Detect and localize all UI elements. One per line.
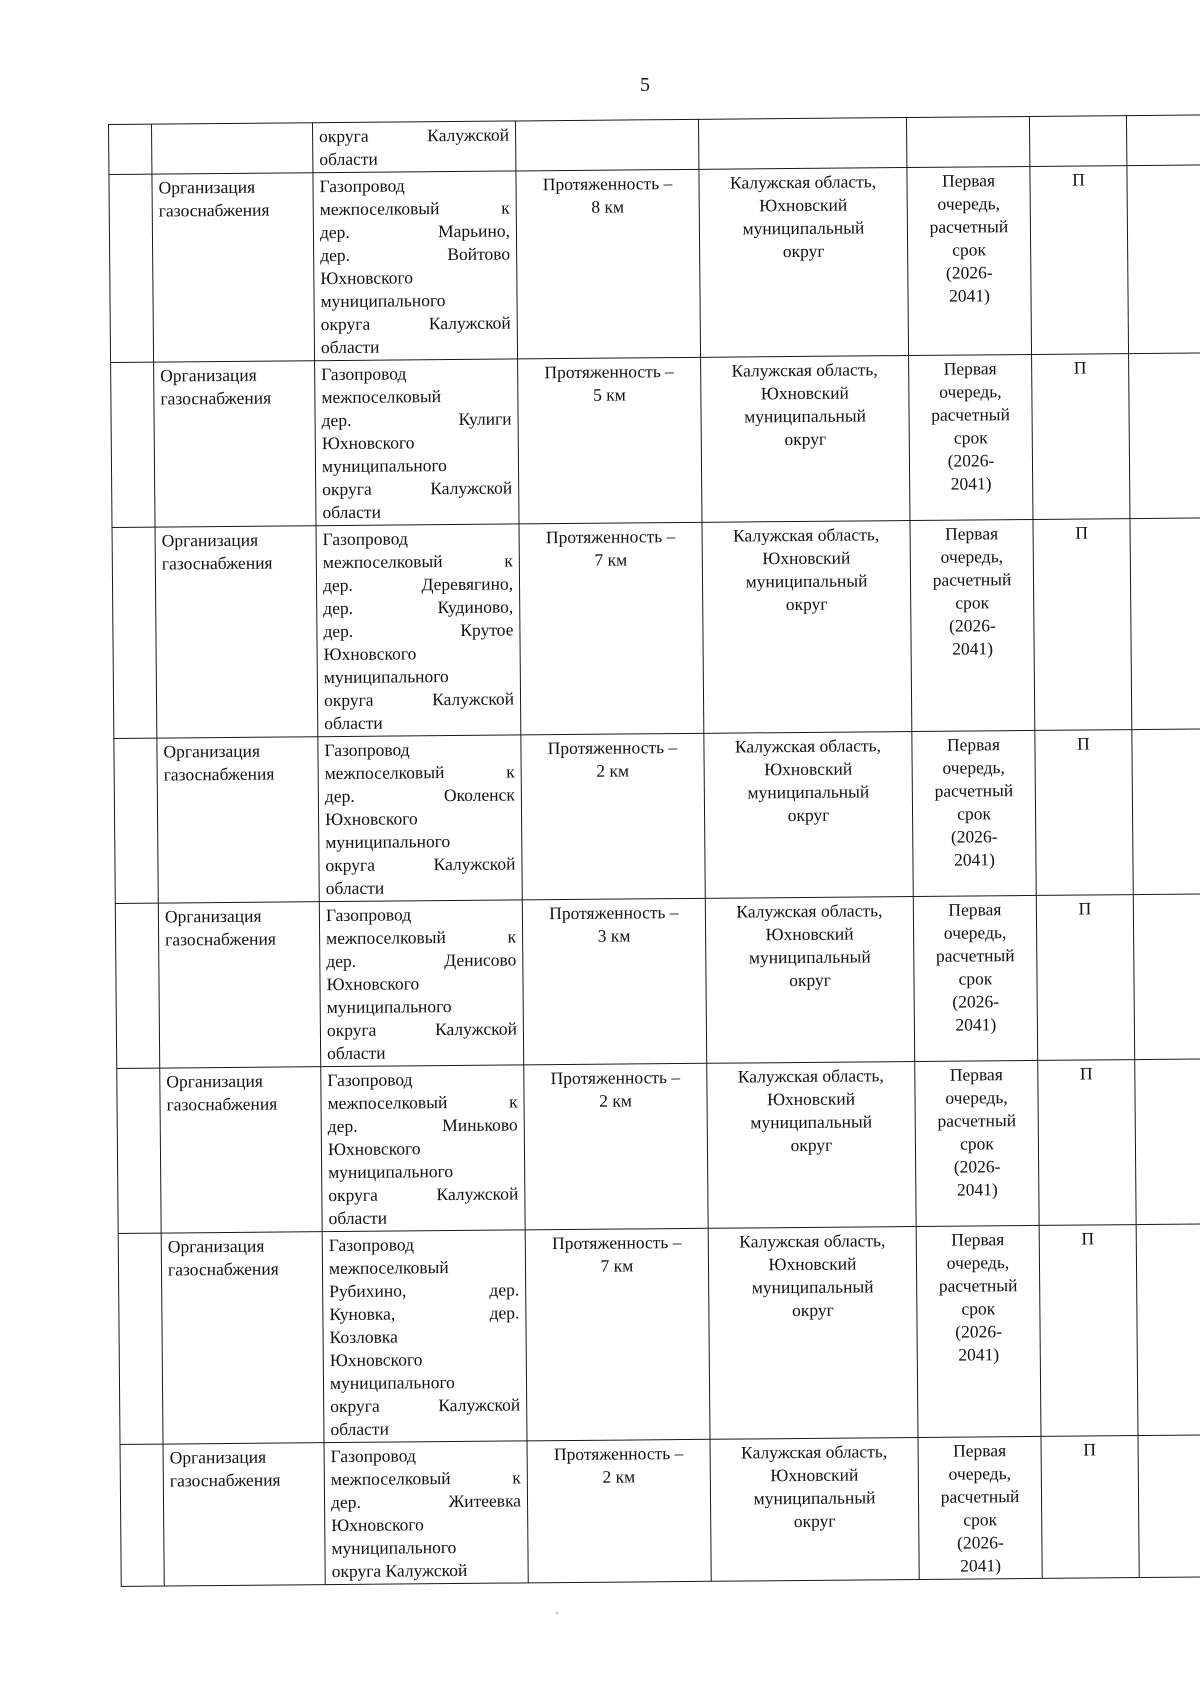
name-line: дер. Крутое (323, 619, 514, 642)
term-line: очередь, (948, 1463, 1012, 1484)
type-cell (157, 737, 319, 903)
length-line: 2 км (599, 1090, 632, 1111)
row-number-cell (111, 362, 155, 527)
name-line: округа Калужской (331, 1559, 468, 1582)
location-line: Калужская область, (734, 735, 882, 757)
location-line: Юхновский (764, 758, 853, 780)
page-number: 5 (640, 74, 650, 96)
type-line: газоснабжения (165, 928, 276, 950)
name-line: Юхновского (323, 643, 417, 665)
location-cell (708, 1226, 918, 1439)
length-cell (515, 119, 698, 171)
name-line: Газопровод (321, 363, 407, 385)
location-line: Юхновский (760, 382, 849, 404)
name-cell (318, 735, 522, 902)
location-line: Калужская область, (739, 1230, 886, 1252)
zone-cell (1033, 519, 1132, 731)
length-line: Протяженность – (549, 902, 679, 924)
table-body (109, 115, 1200, 1587)
name-line: межпоселковый (328, 1257, 449, 1279)
term-line: расчетный (935, 945, 1015, 966)
term-line: 2041) (956, 1179, 998, 1200)
term-line: очередь, (946, 1252, 1010, 1273)
name-line: дер. Денисово (326, 949, 517, 972)
length-line: 7 км (600, 1255, 634, 1276)
term-line: очередь, (945, 1087, 1008, 1108)
name-line: муниципального (323, 666, 449, 688)
length-cell (518, 357, 702, 524)
name-cell (313, 171, 518, 361)
name-line: межпоселковый к (322, 550, 513, 573)
term-line: очередь, (942, 757, 1005, 778)
term-line: (2026- (955, 1321, 1002, 1342)
name-line: округа Калужской (322, 477, 513, 500)
type-cell (161, 1232, 324, 1444)
location-line: Юхновский (770, 1464, 859, 1486)
location-line: муниципальный (747, 781, 870, 803)
name-line: Юхновского (321, 432, 415, 454)
row-number-cell (118, 1233, 163, 1444)
location-line: муниципальный (745, 570, 868, 592)
name-line: муниципального (328, 1161, 454, 1183)
term-line: Первая (953, 1440, 1007, 1461)
type-line: газоснабжения (167, 1258, 279, 1280)
name-line: дер. Житеевка (330, 1490, 522, 1513)
term-cell (909, 354, 1033, 520)
name-line: Юхновского (331, 1514, 424, 1536)
term-cell (918, 1436, 1042, 1579)
zone-cell (1029, 116, 1126, 167)
location-line: округ (793, 1510, 836, 1532)
term-line: Первая (946, 734, 1001, 755)
type-cell (158, 902, 320, 1068)
term-line: 2041) (958, 1344, 1000, 1365)
type-line: Организация (160, 364, 257, 386)
name-line: Юхновского (329, 1349, 423, 1371)
location-line: округ (782, 240, 825, 262)
location-line: округ (791, 1299, 834, 1321)
type-cell (154, 361, 316, 527)
name-line: Газопровод (322, 528, 408, 550)
extra-cell (1136, 1224, 1200, 1436)
location-line: Юхновский (766, 1088, 856, 1110)
term-line: очередь, (940, 546, 1004, 567)
term-line: расчетный (937, 1110, 1017, 1131)
location-line: муниципальный (742, 217, 865, 239)
row-number-cell (114, 738, 158, 903)
length-line: Протяженность – (553, 1443, 684, 1465)
term-cell (906, 116, 1029, 167)
length-line: 7 км (594, 549, 628, 570)
type-cell (155, 526, 318, 738)
length-line: Протяженность – (544, 361, 674, 383)
length-cell (525, 1228, 710, 1441)
type-cell (152, 123, 313, 174)
term-line: Первая (948, 899, 1002, 920)
length-line: Протяженность – (547, 737, 678, 759)
name-line: Куновка, дер. (329, 1302, 520, 1325)
term-line: Первая (949, 1064, 1003, 1085)
name-cell (321, 1065, 525, 1232)
name-line: области (330, 1418, 389, 1440)
location-line: округ (790, 1134, 833, 1156)
table-row (115, 894, 1200, 1069)
type-line: Организация (164, 905, 262, 927)
name-line: Газопровод (330, 1445, 416, 1467)
table-row (109, 165, 1200, 363)
term-line: 2041) (955, 1014, 997, 1035)
name-line: Газопровод (328, 1234, 415, 1256)
term-line: расчетный (940, 1486, 1020, 1507)
type-line: Организация (166, 1070, 263, 1092)
location-line: муниципальный (751, 1276, 874, 1298)
name-line: области (328, 1207, 388, 1229)
location-cell (699, 168, 909, 358)
location-line: Калужская область, (737, 1065, 884, 1087)
name-line: муниципального (321, 455, 447, 477)
length-cell (519, 522, 704, 735)
location-line: муниципальный (750, 1111, 873, 1133)
extra-cell (1133, 894, 1200, 1060)
row-number-cell (120, 1444, 164, 1586)
name-line: дер. Войтово (320, 243, 511, 266)
name-cell (322, 1230, 527, 1443)
name-line: межпоселковый (321, 386, 442, 408)
location-line: округ (785, 593, 828, 615)
term-line: 2041) (950, 473, 992, 494)
extra-cell (1138, 1435, 1200, 1578)
location-line: Калужская область, (732, 524, 880, 546)
location-line: Калужская область, (731, 359, 878, 381)
name-line: Юхновского (324, 808, 418, 830)
row-number-cell (109, 124, 152, 174)
table-row (117, 1059, 1200, 1234)
location-line: муниципальный (748, 946, 871, 968)
location-line: муниципальный (753, 1487, 876, 1509)
zone-code: П (1081, 1228, 1095, 1249)
name-line: муниципального (331, 1537, 457, 1559)
term-line: Первая (951, 1229, 1005, 1250)
length-line: 2 км (602, 1466, 636, 1487)
type-line: Организация (169, 1446, 267, 1468)
extra-cell (1127, 165, 1200, 354)
type-cell (160, 1067, 322, 1233)
location-line: Калужская область, (736, 900, 883, 922)
location-cell (701, 356, 910, 523)
length-line: Протяженность – (550, 1067, 681, 1089)
name-line: муниципального (326, 996, 452, 1018)
location-line: Юхновский (759, 194, 848, 216)
term-line: срок (959, 1133, 994, 1154)
location-cell (702, 521, 912, 734)
name-line: муниципального (325, 831, 451, 853)
location-line: округ (787, 804, 830, 826)
location-cell (707, 1061, 916, 1228)
term-cell (913, 895, 1037, 1061)
length-line: 2 км (596, 760, 630, 781)
length-line: 3 км (597, 925, 631, 946)
zone-code: П (1079, 1063, 1093, 1084)
table-row (111, 353, 1200, 528)
type-line: газоснабжения (158, 199, 270, 221)
name-line: Газопровод (325, 904, 412, 926)
name-line: межпоселковый к (330, 1467, 521, 1490)
zone-cell (1041, 1436, 1139, 1579)
location-cell (698, 118, 906, 170)
term-line: 2041) (949, 285, 991, 306)
location-cell (710, 1437, 919, 1581)
scan-speck (556, 1612, 558, 1614)
location-line: Юхновский (762, 547, 851, 569)
extra-cell (1135, 1059, 1200, 1225)
zone-code: П (1073, 357, 1087, 378)
zone-cell (1036, 895, 1134, 1061)
term-cell (916, 1225, 1041, 1437)
name-line: округа Калужской (328, 1183, 519, 1206)
term-line: 2041) (960, 1555, 1002, 1576)
term-line: Первая (945, 523, 999, 544)
length-line: Протяженность – (545, 526, 676, 548)
type-line: Организация (167, 1235, 265, 1257)
name-line: межпоселковый к (319, 197, 510, 220)
name-line: дер. Деревягино, (322, 573, 514, 596)
location-line: Калужская область, (729, 171, 877, 193)
name-line: области (325, 877, 385, 899)
name-line: Газопровод (327, 1069, 413, 1091)
zone-cell (1032, 354, 1130, 520)
term-line: (2026- (945, 262, 993, 283)
type-line: газоснабжения (169, 1469, 281, 1491)
name-cell (316, 524, 521, 737)
extra-cell (1129, 353, 1200, 519)
location-line: округ (784, 428, 827, 450)
length-cell (527, 1439, 711, 1583)
term-cell (910, 519, 1035, 731)
row-number-cell (115, 903, 159, 1068)
term-line: (2026- (953, 1156, 1001, 1177)
term-line: срок (955, 592, 990, 613)
name-line: дер. Кулиги (321, 408, 512, 431)
type-line: газоснабжения (166, 1093, 278, 1115)
length-cell (521, 733, 705, 900)
extra-cell (1130, 518, 1200, 730)
term-line: (2026- (956, 1532, 1004, 1553)
zone-code: П (1078, 898, 1092, 919)
term-cell (907, 166, 1032, 355)
term-line: 2041) (953, 849, 995, 870)
length-line: Протяженность – (542, 173, 673, 195)
zone-code: П (1075, 522, 1089, 543)
table-row (112, 518, 1200, 739)
extra-cell (1132, 729, 1200, 895)
term-line: расчетный (929, 216, 1009, 237)
name-line: межпоселковый к (324, 761, 515, 784)
name-line: межпоселковый к (326, 926, 517, 949)
location-line: Калужская область, (740, 1441, 888, 1463)
zone-code: П (1077, 733, 1090, 754)
name-line: муниципального (320, 290, 446, 312)
name-line: округа Калужской (330, 1394, 521, 1417)
name-line: области (319, 148, 378, 170)
name-line: дер. Кудиново, (323, 596, 514, 619)
zone-cell (1038, 1060, 1136, 1226)
extra-cell (1126, 115, 1200, 166)
location-cell (704, 732, 913, 899)
term-line: Первая (941, 170, 996, 191)
type-line: газоснабжения (161, 552, 273, 574)
location-line: муниципальный (744, 405, 867, 427)
name-line: области (327, 1042, 386, 1064)
term-line: очередь, (939, 381, 1002, 402)
term-cell (912, 730, 1036, 896)
name-cell (312, 121, 515, 173)
name-line: области (320, 336, 380, 358)
term-line: расчетный (934, 780, 1014, 801)
zone-code: П (1072, 169, 1085, 190)
name-line: дер. Марьино, (319, 220, 511, 243)
row-number-cell (112, 527, 157, 738)
name-cell (324, 1441, 528, 1585)
name-line: Юхновского (320, 267, 414, 289)
length-cell (524, 1063, 708, 1230)
term-line: Первая (943, 358, 997, 379)
term-line: срок (957, 803, 992, 824)
name-line: округа Калужской (320, 312, 511, 335)
name-line: Рубихино, дер. (329, 1279, 520, 1302)
term-line: расчетный (938, 1275, 1018, 1296)
name-cell (315, 359, 519, 526)
term-line: (2026- (952, 991, 1000, 1012)
type-line: Организация (158, 176, 256, 198)
location-line: Юхновский (768, 1253, 857, 1275)
row-number-cell (117, 1068, 161, 1233)
row-number-cell (109, 174, 154, 362)
term-line: срок (953, 427, 988, 448)
name-line: Козловка (329, 1326, 398, 1348)
term-line: (2026- (948, 615, 996, 636)
name-line: Юхновского (326, 973, 420, 995)
name-cell (319, 900, 523, 1067)
length-line: 8 км (591, 196, 625, 217)
name-line: округа Калужской (326, 1018, 517, 1041)
type-cell (152, 173, 315, 362)
term-line: 2041) (952, 638, 994, 659)
name-line: Газопровод (324, 739, 410, 761)
location-cell (705, 897, 914, 1064)
name-line: области (322, 501, 381, 523)
length-cell (522, 898, 706, 1065)
facilities-table (108, 114, 1200, 1587)
length-line: 5 км (592, 384, 626, 405)
term-line: (2026- (947, 450, 995, 471)
location-line: Юхновский (765, 923, 854, 945)
name-line: межпоселковый к (327, 1091, 518, 1114)
table-row (114, 729, 1200, 904)
name-line: дер. Околенск (324, 784, 515, 807)
table-row (118, 1224, 1200, 1445)
zone-cell (1039, 1225, 1138, 1437)
term-line: срок (958, 968, 993, 989)
name-line: Газопровод (319, 175, 405, 197)
zone-cell (1030, 166, 1129, 355)
term-line: (2026- (950, 826, 998, 847)
term-line: расчетный (932, 569, 1012, 590)
term-cell (915, 1060, 1039, 1226)
type-line: Организация (161, 529, 259, 551)
term-line: очередь, (937, 193, 1001, 214)
name-line: Юхновского (327, 1138, 421, 1160)
length-line: Протяженность – (551, 1232, 682, 1254)
type-cell (163, 1443, 325, 1586)
type-line: газоснабжения (160, 387, 272, 409)
name-line: округа Калужской (325, 853, 516, 876)
name-line: муниципального (329, 1372, 455, 1394)
term-line: срок (963, 1509, 998, 1530)
type-line: Организация (163, 740, 261, 762)
length-cell (516, 169, 701, 359)
term-line: срок (952, 239, 987, 260)
table-row (120, 1435, 1200, 1587)
name-line: области (324, 712, 383, 734)
term-line: расчетный (931, 404, 1010, 425)
type-line: газоснабжения (163, 763, 275, 785)
location-line: округ (789, 969, 831, 991)
term-line: очередь, (943, 922, 1007, 943)
term-line: срок (961, 1298, 996, 1319)
name-line: округа Калужской (323, 688, 515, 711)
zone-cell (1035, 730, 1133, 896)
name-line: дер. Миньково (327, 1114, 518, 1137)
name-line: округа Калужской (319, 124, 510, 147)
zone-code: П (1083, 1439, 1097, 1460)
